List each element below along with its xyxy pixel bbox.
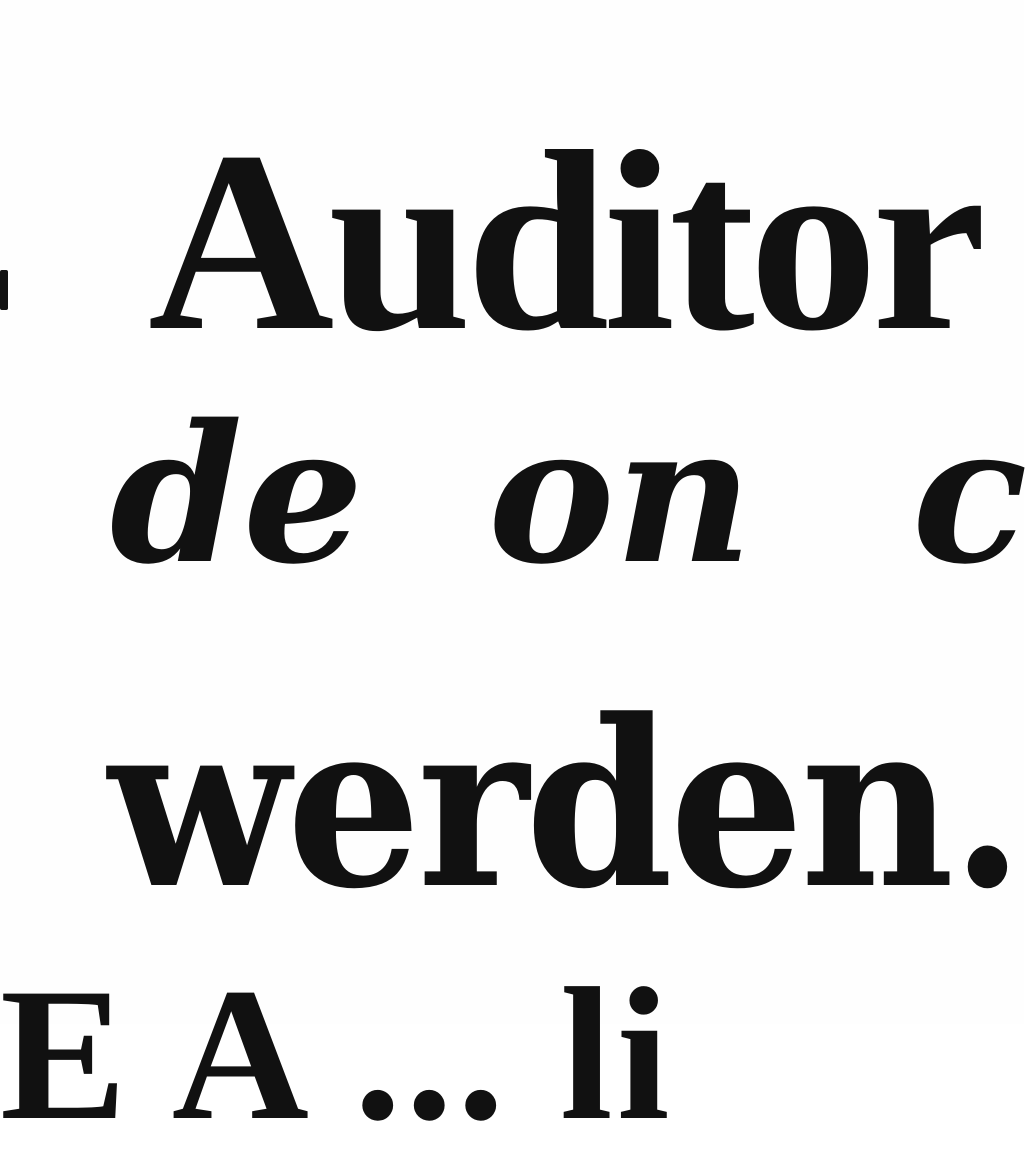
word-c-fragment: c bbox=[912, 383, 1028, 606]
line-auditor: Auditor bbox=[148, 98, 981, 384]
line-cut-off-bottom: E A ... li bbox=[0, 950, 674, 1160]
word-on: on bbox=[488, 383, 753, 606]
word-de: de bbox=[110, 383, 364, 606]
edge-ink-fragment bbox=[0, 270, 8, 310]
line-werden: werden. bbox=[108, 670, 1021, 940]
